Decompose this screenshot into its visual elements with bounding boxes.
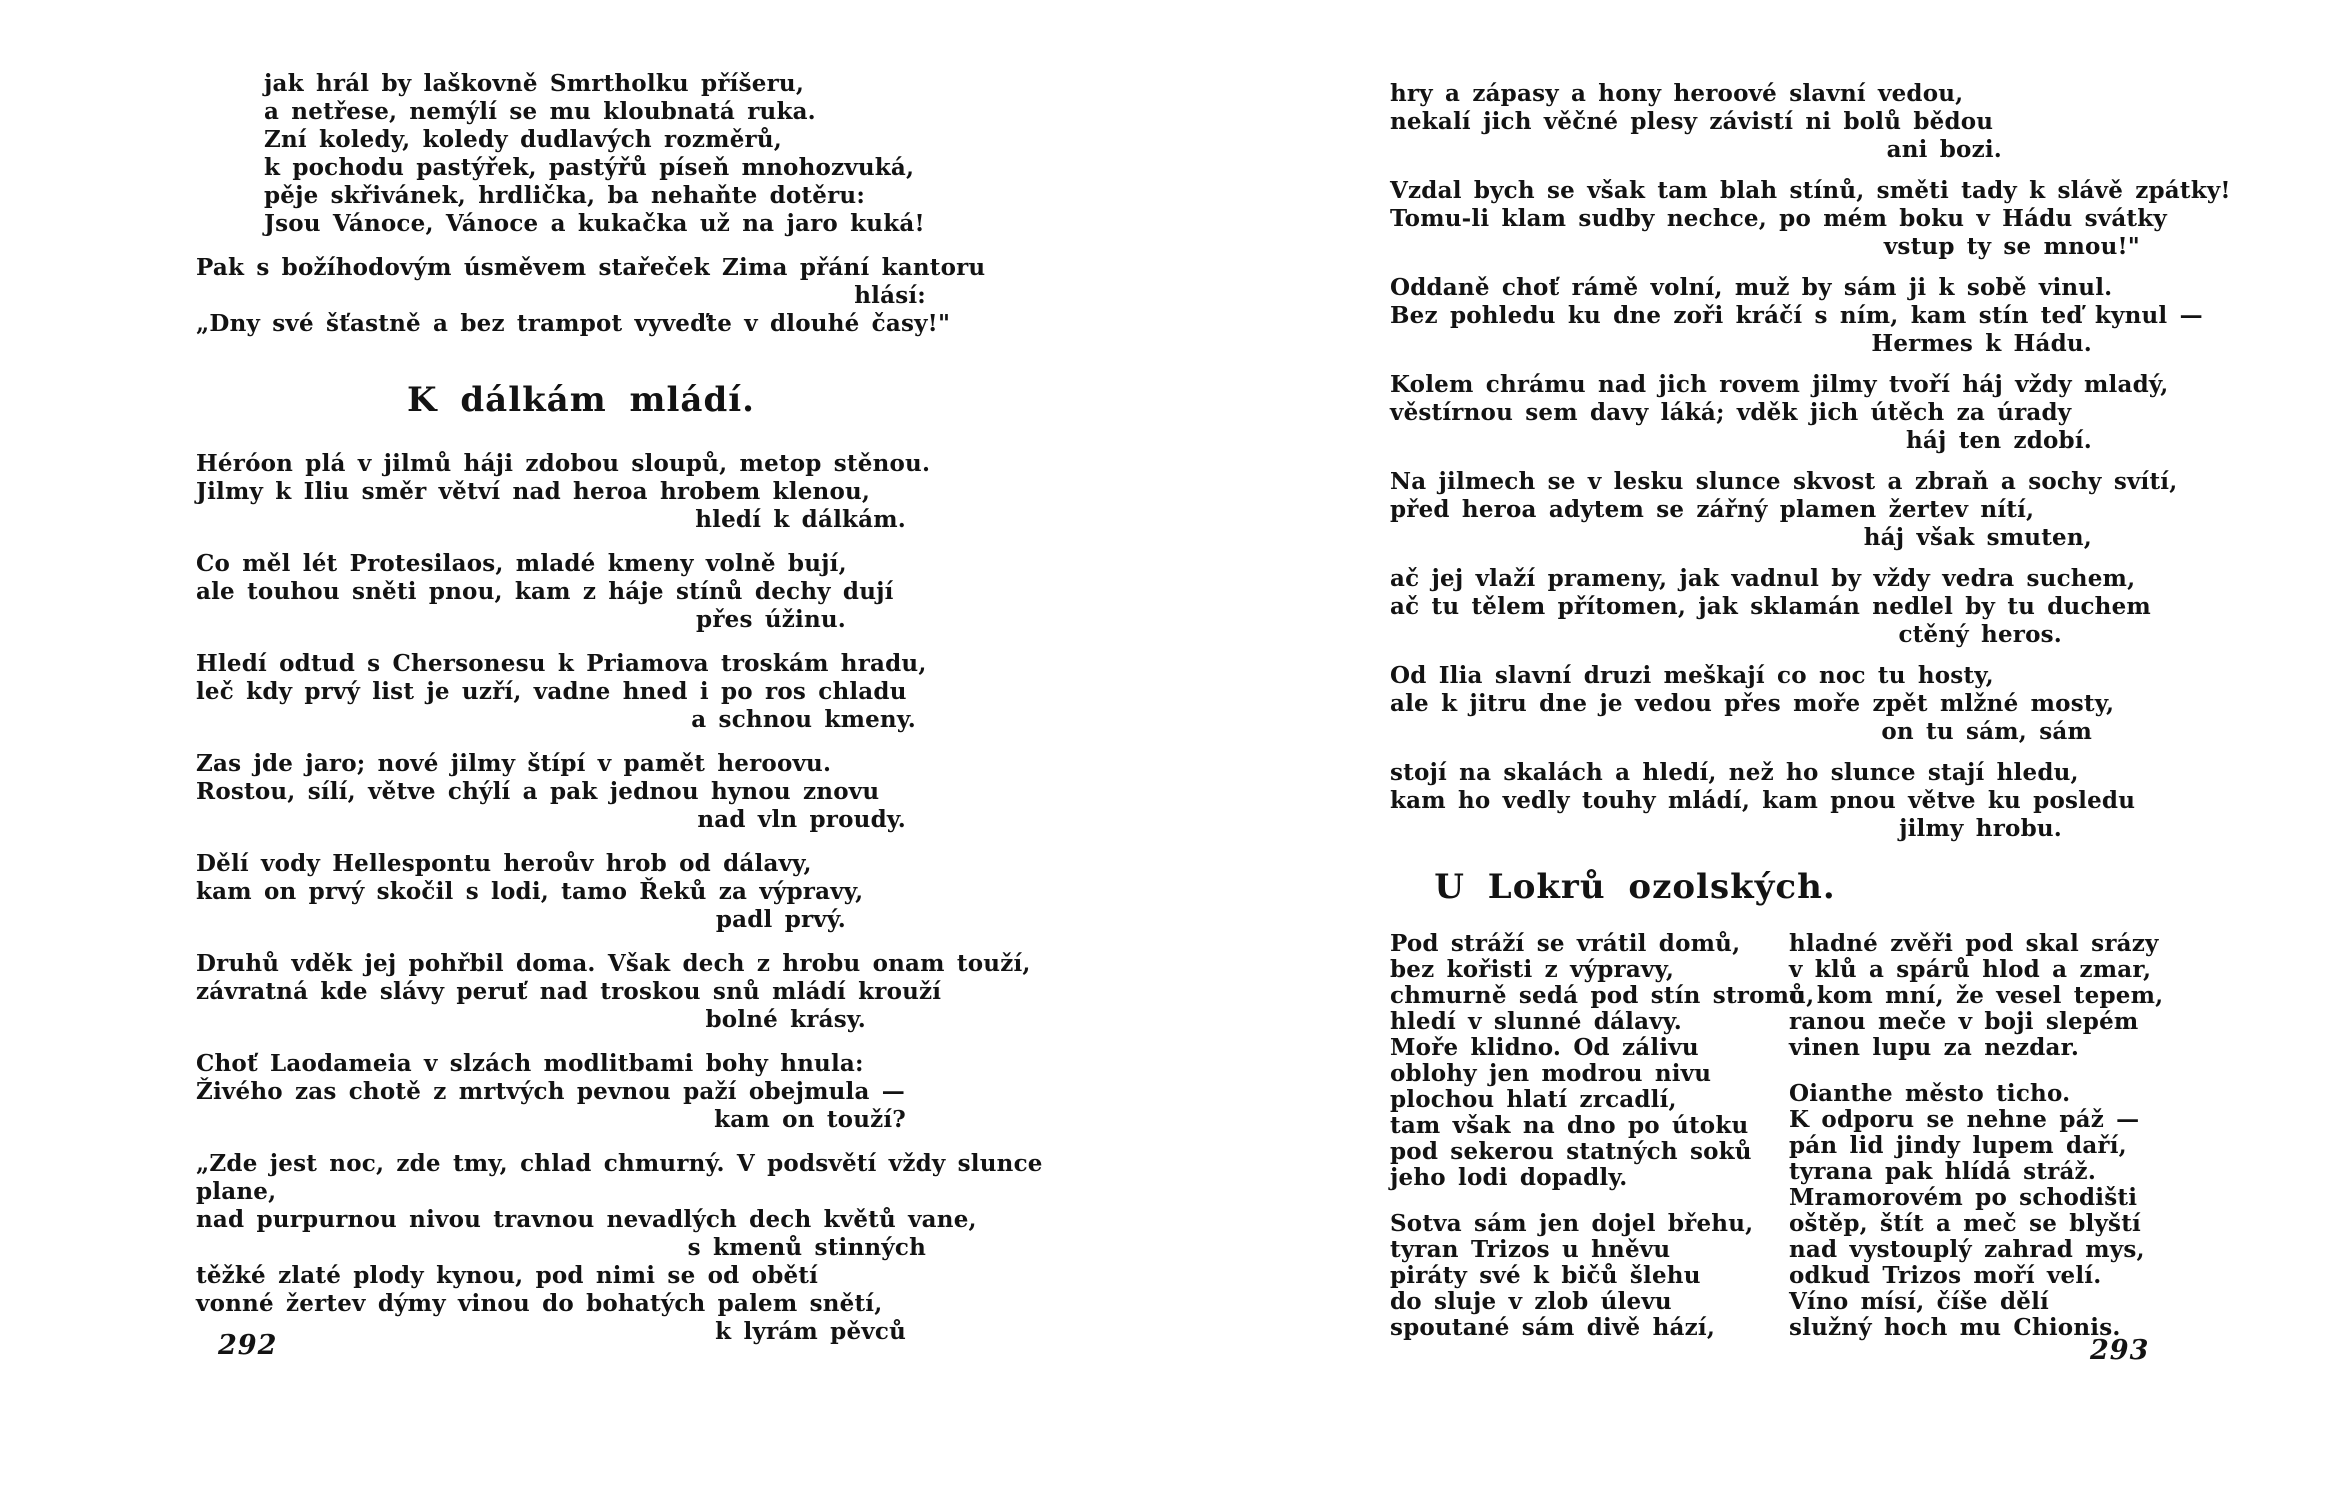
page-number-right: 293 <box>2090 1335 2150 1366</box>
poem-line: závratná kde slávy peruť nad troskou snů mládí krouží <box>196 978 942 1005</box>
poem-line: pod sekerou statných soků <box>1390 1138 1752 1165</box>
poem-line-tail: hlásí: <box>854 282 926 309</box>
poem-line: Druhů vděk jej pohřbil doma. Však dech z hrobu onam touží, <box>196 950 1031 977</box>
poem-line: Od Ilia slavní druzi meškají co noc tu hosty, <box>1390 662 1994 689</box>
stanza <box>196 850 966 934</box>
poem-line-tail: k lyrám pěvců <box>715 1318 906 1345</box>
stanza <box>1390 274 2203 358</box>
poem-line: ač tu tělem přítomen, jak sklamán nedlel by tu duchem <box>1390 593 2151 620</box>
poem-line-tail: Hermes k Hádu. <box>1871 330 2092 357</box>
poem-line: K odporu se nehne páž — <box>1789 1106 2140 1133</box>
poem-line: Rostou, sílí, větve chýlí a pak jednou hynou znovu <box>196 778 880 805</box>
poem-line-tail: kam on touží? <box>714 1106 906 1133</box>
stanza <box>1789 931 2163 1061</box>
stanza <box>196 750 966 834</box>
poem-line-tail: a schnou kmeny. <box>691 706 916 733</box>
poem-line: tam však na dno po útoku <box>1390 1112 1749 1139</box>
poem-line: hry a zápasy a hony heroové slavní vedou, <box>1390 80 1964 107</box>
poem-line-tail: nad vln proudy. <box>697 806 906 833</box>
poem-line-tail: on tu sám, sám <box>1881 718 2092 745</box>
poem-line: Co měl lét Protesilaos, mladé kmeny volně bují, <box>196 550 847 577</box>
poem-line: služný hoch mu Chionis. <box>1789 1314 2121 1341</box>
poem-line: Choť Laodameia v slzách modlitbami bohy hnula: <box>196 1050 864 1077</box>
poem-line-tail: bolné krásy. <box>705 1006 866 1033</box>
poem-line: ale touhou sněti pnou, kam z háje stínů dechy dují <box>196 578 894 605</box>
stanza <box>1390 371 2169 455</box>
poem-line: Hledí odtud s Chersonesu k Priamova troskám hradu, <box>196 650 927 677</box>
poem-line: pěje skřivánek, hrdlička, ba nehaňte dotěru: <box>264 182 866 209</box>
poem-line-wrap: plane, <box>196 1178 277 1205</box>
poem-line: ranou meče v boji slepém <box>1789 1008 2139 1035</box>
poem-line: k pochodu pastýřek, pastýřů píseň mnohozvuká, <box>264 154 915 181</box>
poem-line: vonné žertev dýmy vinou do bohatých palem snětí, <box>196 1290 883 1317</box>
poem-line: Dělí vody Hellespontu heroův hrob od dálavy, <box>196 850 812 877</box>
poem-line: jeho lodi dopadly. <box>1390 1164 1628 1191</box>
poem-line: Héróon plá v jilmů háji zdobou sloupů, metop stěnou. <box>196 450 931 477</box>
poem-line: v klů a spárů hlod a zmar, <box>1789 956 2152 983</box>
poem-line: Víno mísí, číše dělí <box>1789 1288 2049 1315</box>
poem-line: a netřese, nemýlí se mu kloubnatá ruka. <box>264 98 816 125</box>
poem-line: jak hrál by laškovně Smrtholku příšeru, <box>264 70 805 97</box>
stanza <box>1390 80 2152 164</box>
poem-column-2 <box>1789 931 2163 1361</box>
poem-line: leč kdy prvý list je uzří, vadne hned i po ros chladu <box>196 678 907 705</box>
poem-line: ale k jitru dne je vedou přes moře zpět mlžné mosty, <box>1390 690 2115 717</box>
poem-line: nad vystouplý zahrad mys, <box>1789 1236 2145 1263</box>
page-number-left: 292 <box>218 1330 278 1361</box>
poem-line-tail: ctěný heros. <box>1898 621 2062 648</box>
poem-line: nad purpurnou nivou travnou nevadlých dech květů vane, <box>196 1206 977 1233</box>
poem-line: hladné zvěři pod skal srázy <box>1789 930 2159 957</box>
poem-line: pán lid jindy lupem daří, <box>1789 1132 2127 1159</box>
stanza <box>196 550 966 634</box>
poem-line: plochou hlatí zrcadlí, <box>1390 1086 1677 1113</box>
poem-line: Mramorovém po schodišti <box>1789 1184 2138 1211</box>
poem-line: Na jilmech se v lesku slunce skvost a zbraň a sochy svítí, <box>1390 468 2178 495</box>
poem-line: tyran Trizos u hněvu <box>1390 1236 1671 1263</box>
poem-line: věstírnou sem davy láká; vděk jich útěch za úrady <box>1390 399 2072 426</box>
poem-line: piráty své k bičů šlehu <box>1390 1262 1701 1289</box>
poem-line: Bez pohledu ku dne zoři kráčí s ním, kam stín teď kynul — <box>1390 302 2203 329</box>
poem-line: vinen lupu za nezdar. <box>1789 1034 2080 1061</box>
stanza <box>1390 662 2152 746</box>
two-column-block <box>1390 930 2164 1361</box>
poem-line: tyrana pak hlídá stráž. <box>1789 1158 2097 1185</box>
poem-line: Jsou Vánoce, Vánoce a kukačka už na jaro kuká! <box>264 210 925 237</box>
poem-line: Zní koledy, koledy dudlavých rozměrů, <box>264 126 782 153</box>
poem-column-1 <box>1390 930 1815 1361</box>
poem-line-tail: háj ten zdobí. <box>1905 427 2092 454</box>
stanza <box>1789 1081 2163 1341</box>
poem-line: Oianthe město ticho. <box>1789 1080 2071 1107</box>
poem-line: do sluje v zlob úlevu <box>1390 1288 1672 1315</box>
poem-line: Pod stráží se vrátil domů, <box>1390 930 1741 957</box>
poem-line: Živého zas chotě z mrtvých pevnou paží obejmula — <box>196 1078 906 1105</box>
stanza <box>196 1050 966 1134</box>
stanza <box>1390 759 2152 843</box>
poem-line: „Zde jest noc, zde tmy, chlad chmurný. V podsvětí vždy slunce <box>196 1150 1043 1177</box>
poem-line: Zas jde jaro; nové jilmy štípí v pamět heroovu. <box>196 750 832 777</box>
stanza <box>196 450 966 534</box>
stanza <box>196 950 1031 1034</box>
stanza <box>196 1150 1043 1262</box>
poem-line: Oddaně choť rámě volní, muž by sám ji k sobě vinul. <box>1390 274 2113 301</box>
poem-line: bez kořisti z výpravy, <box>1390 956 1675 983</box>
poem-line: Tomu-li klam sudby nechce, po mém boku v Hádu svátky <box>1390 205 2167 232</box>
poem-line: ač jej vlaží prameny, jak vadnul by vždy vedra suchem, <box>1390 565 2136 592</box>
stanza <box>1390 565 2152 649</box>
poem-line: Pak s božíhodovým úsměvem stařeček Zima přání kantoru <box>196 254 986 281</box>
stanza <box>1390 468 2178 552</box>
stanza <box>196 254 986 338</box>
poem-line: Moře klidno. Od zálivu <box>1390 1034 1699 1061</box>
poem-line: kam on prvý skočil s lodi, tamo Řeků za výpravy, <box>196 878 864 905</box>
poem-line: spoutané sám divě hází, <box>1390 1314 1716 1341</box>
left-page <box>196 70 1043 1362</box>
poem-line: o kom mní, že vesel tepem, <box>1789 982 2164 1009</box>
poem-title: U Lokrů ozolských. <box>1434 867 1836 907</box>
poem-line: Jilmy k Iliu směr větví nad heroa hrobem klenou, <box>196 478 871 505</box>
poem-line: „Dny své šťastně a bez trampot vyveďte v dlouhé časy!" <box>196 310 951 337</box>
poem-line: Vzdal bych se však tam blah stínů, směti tady k slávě zpátky! <box>1390 177 2231 204</box>
poem-line-tail: padl prvý. <box>715 906 846 933</box>
stanza <box>1390 930 1815 1191</box>
stanza <box>264 70 966 238</box>
stanza <box>1390 177 2231 261</box>
poem-title: K dálkám mládí. <box>407 380 755 420</box>
poem-line-tail: jilmy hrobu. <box>1899 815 2062 842</box>
poem-line: Kolem chrámu nad jich rovem jilmy tvoří háj vždy mladý, <box>1390 371 2169 398</box>
poem-line: oblohy jen modrou nivu <box>1390 1060 1712 1087</box>
poem-line-tail: háj však smuten, <box>1863 524 2092 551</box>
poem-line: odkud Trizos moří velí. <box>1789 1262 2102 1289</box>
poem-line: těžké zlaté plody kynou, pod nimi se od obětí <box>196 1262 819 1289</box>
right-page <box>1390 80 2231 1361</box>
stanza <box>196 650 966 734</box>
poem-line: kam ho vedly touhy mládí, kam pnou větve ku posledu <box>1390 787 2136 814</box>
poem-line: stojí na skalách a hledí, než ho slunce stají hledu, <box>1390 759 2079 786</box>
stanza <box>196 1262 966 1346</box>
poem-line-tail: s kmenů stinných <box>687 1234 926 1261</box>
poem-line: Sotva sám jen dojel břehu, <box>1390 1210 1754 1237</box>
stanza <box>1390 1211 1771 1341</box>
poem-line-tail: přes úžinu. <box>696 606 846 633</box>
poem-line-tail: vstup ty se mnou!" <box>1883 233 2140 260</box>
poem-line: před heroa adytem se zářný plamen žertev nítí, <box>1390 496 2035 523</box>
poem-line-tail: hledí k dálkám. <box>695 506 906 533</box>
poem-line: oštěp, štít a meč se blyští <box>1789 1210 2141 1237</box>
poem-line: hledí v slunné dálavy. <box>1390 1008 1682 1035</box>
poem-line: chmurně sedá pod stín stromů, <box>1390 982 1815 1009</box>
poem-line-tail: ani bozi. <box>1886 136 2002 163</box>
poem-line: nekalí jich věčné plesy závistí ni bolů bědou <box>1390 108 1994 135</box>
